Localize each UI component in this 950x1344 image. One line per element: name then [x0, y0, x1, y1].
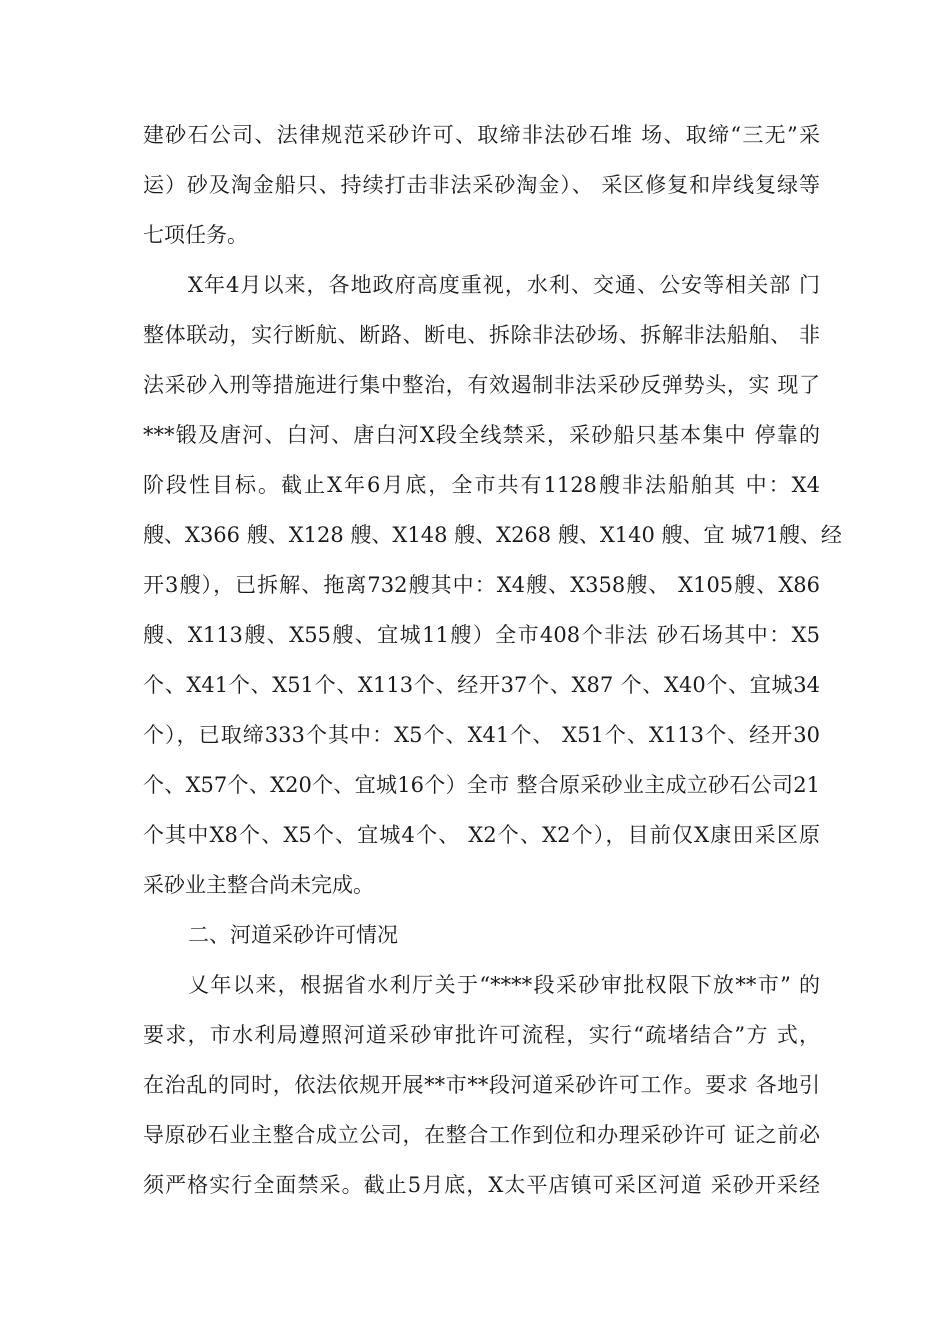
text-line: ***锻及唐河、白河、唐白河X段全线禁采，采砂船只基本集中 停靠的 [143, 423, 820, 447]
text-line: 开3艘），已拆解、拖离732艘其中：X4艘、X358艘、 X105艘、X86 [143, 573, 820, 597]
text-line: 建砂石公司、法律规范采砂许可、取缔非法砂石堆 场、取缔“三无”采 [143, 123, 820, 147]
text-line: 整体联动，实行断航、断路、断电、拆除非法砂场、拆解非法船舶、 非 [143, 323, 820, 347]
text-line: 采砂业主整合尚未完成。 [143, 873, 374, 897]
text-line: 须严格实行全面禁采。截止5月底，X太平店镇可采区河道 采砂开采经 [143, 1173, 820, 1197]
text-line: 法采砂入刑等措施进行集中整治，有效遏制非法采砂反弹势头，实 现了 [143, 373, 820, 397]
text-line: 乂年以来，根据省水利厅关于“****段采砂审批权限下放**市” 的 [188, 973, 820, 997]
text-line: 个），已取缔333个其中：X5个、X41个、 X51个、X113个、经开30 [143, 723, 820, 747]
text-line: 艘、X113艘、X55艘、宜城11艘）全市408个非法 砂石场其中：X5 [143, 623, 820, 647]
text-line: 导原砂石业主整合成立公司，在整合工作到位和办理采砂许可 证之前必 [143, 1123, 820, 1147]
text-line: 艘、X366 艘、X128 艘、X148 艘、X268 艘、X140 艘、宜 城71艘、经 [143, 523, 842, 547]
text-line: 要求，市水利局遵照河道采砂审批许可流程，实行“疏堵结合”方 式， [143, 1023, 820, 1047]
text-line: 在治乱的同时，依法依规开展**市**段河道采砂许可工作。要求 各地引 [143, 1073, 820, 1097]
text-line: 运）砂及淘金船只、持续打击非法采砂淘金）、 采区修复和岸线复绿等 [143, 173, 820, 197]
section-heading: 二、河道采砂许可情况 [188, 923, 398, 947]
text-line: X年4月以来，各地政府高度重视，水利、交通、公安等相关部 门 [188, 273, 820, 297]
text-line: 阶段性目标。截止X年6月底，全市共有1128艘非法船舶其 中：X4 [143, 473, 820, 497]
text-line: 七项任务。 [143, 223, 248, 247]
text-line: 个、X57个、X20个、宜城16个）全市 整合原采砂业主成立砂石公司21 [143, 773, 820, 797]
text-line: 个其中X8个、X5个、宜城4个、 X2个、X2个），目前仅X康田采区原 [143, 823, 820, 847]
text-line: 个、X41个、X51个、X113个、经开37个、X87 个、X40个、宜城34 [143, 673, 820, 697]
